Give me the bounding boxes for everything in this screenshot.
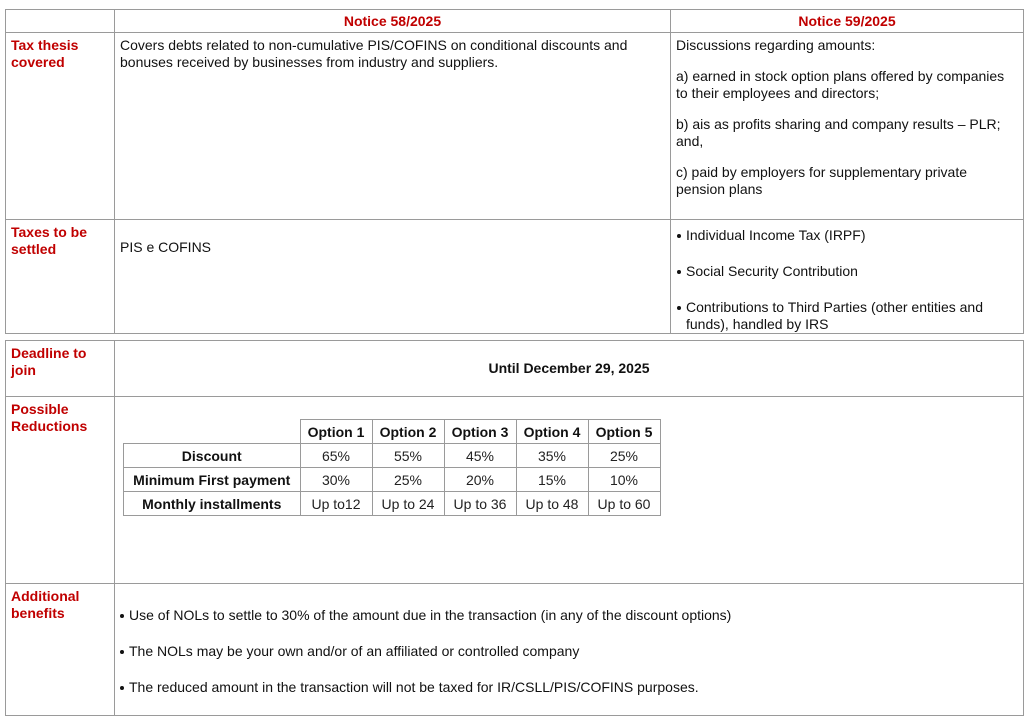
table-cell: 35% bbox=[516, 444, 588, 468]
benefit-item-reduced-amount: The reduced amount in the transaction will not be taxed for IR/CSLL/PIS/COFINS purposes. bbox=[119, 679, 1017, 696]
benefits-cell bbox=[114, 583, 1024, 716]
option-5-header: Option 5 bbox=[588, 420, 660, 444]
notice-58-taxes: PIS e COFINS bbox=[114, 219, 671, 334]
table-cell: Up to12 bbox=[300, 492, 372, 516]
option-1-header: Option 1 bbox=[300, 420, 372, 444]
table-cell: 20% bbox=[444, 468, 516, 492]
table-cell: 55% bbox=[372, 444, 444, 468]
reductions-table bbox=[123, 419, 661, 516]
table-cell: 30% bbox=[300, 468, 372, 492]
table-row bbox=[124, 492, 661, 516]
benefit-item-nols-settle: Use of NOLs to settle to 30% of the amount due in the transaction (in any of the discount options) bbox=[119, 607, 1017, 624]
table-header-row bbox=[124, 420, 661, 444]
deadline-label: Deadline to join bbox=[5, 340, 115, 397]
table-cell: 10% bbox=[588, 468, 660, 492]
table-cell: Up to 60 bbox=[588, 492, 660, 516]
table-row bbox=[124, 444, 661, 468]
thesis-item-a: a) earned in stock option plans offered by companies to their employees and directors; bbox=[676, 68, 1005, 101]
table-cell: 25% bbox=[588, 444, 660, 468]
tax-item-irpf: Individual Income Tax (IRPF) bbox=[676, 227, 1017, 244]
option-2-header: Option 2 bbox=[372, 420, 444, 444]
taxes-label: Taxes to be settled bbox=[5, 219, 115, 334]
notice-58-header: Notice 58/2025 bbox=[114, 9, 671, 33]
deadline-value: Until December 29, 2025 bbox=[114, 340, 1024, 397]
table-cell: 65% bbox=[300, 444, 372, 468]
option-4-header: Option 4 bbox=[516, 420, 588, 444]
notice-59-thesis bbox=[670, 32, 1024, 220]
row-header-discount: Discount bbox=[124, 444, 301, 468]
notice-58-thesis: Covers debts related to non-cumulative PIS/COFINS on conditional discounts and bonuses received by businesses from industry and suppliers. bbox=[114, 32, 671, 220]
row-header-min-first-payment: Minimum First payment bbox=[124, 468, 301, 492]
benefit-item-nols-affiliated: The NOLs may be your own and/or of an affiliated or controlled company bbox=[119, 643, 1017, 660]
thesis-item-c: c) paid by employers for supplementary private pension plans bbox=[676, 164, 968, 197]
thesis-intro: Discussions regarding amounts: bbox=[676, 37, 876, 53]
row-header-monthly-installments: Monthly installments bbox=[124, 492, 301, 516]
table-cell: 25% bbox=[372, 468, 444, 492]
tax-thesis-label: Tax thesis covered bbox=[5, 32, 115, 220]
table-cell: 45% bbox=[444, 444, 516, 468]
notice-59-taxes bbox=[670, 219, 1024, 334]
benefits-label: Additional benefits bbox=[5, 583, 115, 716]
notice-59-header: Notice 59/2025 bbox=[670, 9, 1024, 33]
header-empty-cell bbox=[5, 9, 115, 33]
table-corner-cell bbox=[124, 420, 301, 444]
option-3-header: Option 3 bbox=[444, 420, 516, 444]
table-cell: Up to 36 bbox=[444, 492, 516, 516]
table-cell: Up to 24 bbox=[372, 492, 444, 516]
reductions-label: Possible Reductions bbox=[5, 396, 115, 584]
tax-item-social-security: Social Security Contribution bbox=[676, 263, 1017, 280]
table-row bbox=[124, 468, 661, 492]
tax-item-third-parties: Contributions to Third Parties (other entities and funds), handled by IRS bbox=[676, 299, 1017, 333]
thesis-item-b: b) ais as profits sharing and company results – PLR; and, bbox=[676, 116, 1001, 149]
table-cell: 15% bbox=[516, 468, 588, 492]
table-cell: Up to 48 bbox=[516, 492, 588, 516]
